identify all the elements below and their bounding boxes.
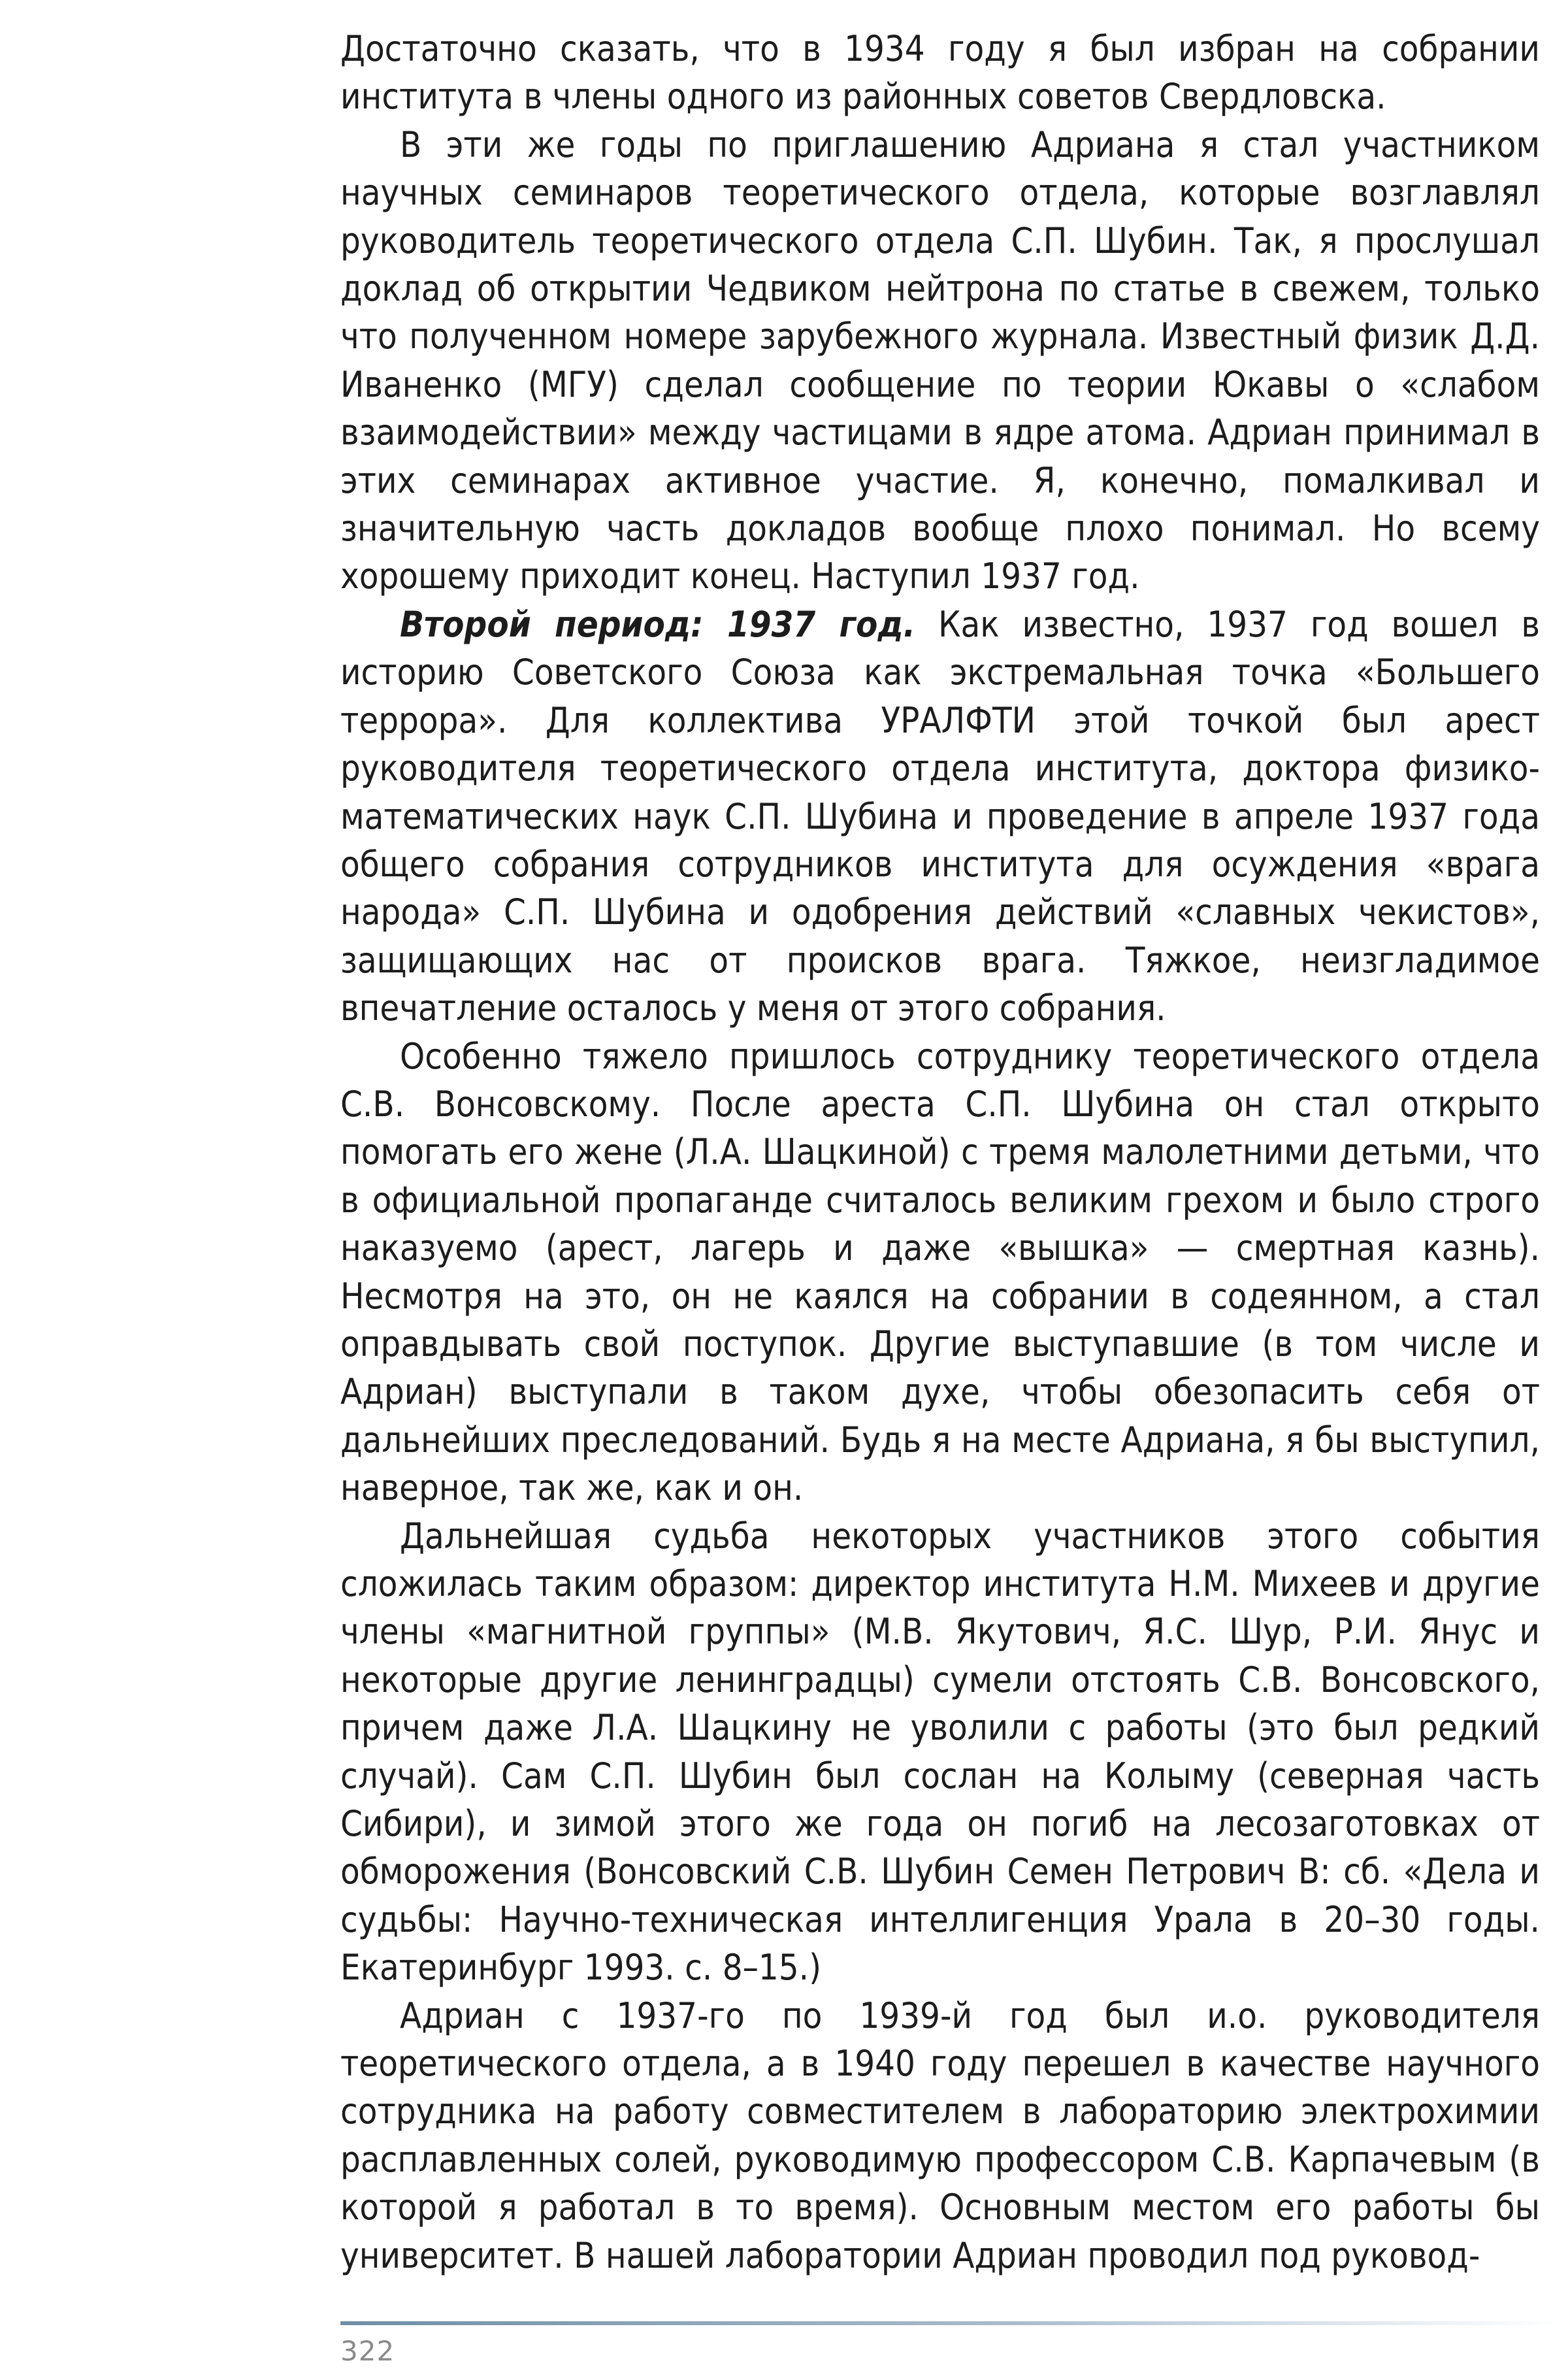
paragraph-3-text: Как известно, 1937 год вошел в историю Советского Союза как экстремальная точка «Большего террора». Для коллектива УРАЛФТИ этой точкой был арест руководителя теоретического отдела института, доктора физико-математических наук С.П. Шубина и проведение в апреле 1937 года общего собрания сотрудников института для осуждения «врага народа» С.П. Шубина и одобрения действий «славных чекистов», защищающих нас от происков врага. Тяжкое, неизгладимое впечатление осталось у меня от этого собрания. [340,603,1540,1029]
page-number: 322 [340,2335,395,2367]
paragraph-5: Дальнейшая судьба некоторых участников этого события сложилась таким образом: директор института Н.М. Михеев и другие члены «магнитной группы» (М.В. Якутович, Я.С. Шур, Р.И. Янус и некоторые другие ленинградцы) сумели отстоять С.В. Вонсовского, причем даже Л.А. Шацкину не уволили с работы (это был редкий случай). Сам С.П. Шубин был сослан на Колыму (северная часть Сибири), и зимой этого же года он погиб на лесозаготовках от обморожения (Вонсовский С.В. Шубин Семен Петрович В: сб. «Дела и судьбы: Научно-техническая интеллигенция Урала в 20–30 годы. Екатеринбург 1993. с. 8–15.) [340,1515,1540,1989]
paragraph-1: Достаточно сказать, что в 1934 году я был избран на собрании института в члены одного из районных советов Свердловска. [340,28,1540,118]
paragraph-3 [340,601,1540,1033]
footer-rule [340,2321,1562,2325]
section-heading-second-period: Второй период: 1937 год. [400,603,916,645]
paragraph-4: Особенно тяжело пришлось сотруднику теоретического отдела С.В. Вонсовскому. После ареста С.П. Шубина он стал открыто помогать его жене (Л.А. Шацкиной) с тремя малолетними детьми, что в официальной пропаганде считалось великим грехом и было строго наказуемо (арест, лагерь и даже «вышка» — смертная казнь). Несмотря на это, он не каялся на собрании в содеянном, а стал оправдывать свой поступок. Другие выступавшие (в том числе и Адриан) выступали в таком духе, чтобы обезопасить себя от дальнейших преследований. Будь я на месте Адриана, я бы выступил, наверное, так же, как и он. [340,1035,1540,1509]
paragraph-6: Адриан с 1937-го по 1939-й год был и.о. руководителя теоретического отдела, а в 1940 году перешел в качестве научного сотрудника на работу совместителем в лабораторию электрохимии расплавленных солей, руководимую профессором С.В. Карпачевым (в которой я работал в то время). Основным местом его работы бы университет. В нашей лаборатории Адриан проводил под руковод- [340,1995,1540,2276]
body-text [340,25,1540,2279]
paragraph-2: В эти же годы по приглашению Адриана я стал участником научных семинаров теоретического отдела, которые возглавлял руководитель теоретического отдела С.П. Шубин. Так, я прослушал доклад об открытии Чедвиком нейтрона по статье в свежем, только что полученном номере зарубежного журнала. Известный физик Д.Д. Иваненко (МГУ) сделал сообщение по теории Юкавы о «слабом взаимодействии» между частицами в ядре атома. Адриан принимал в этих семинарах активное участие. Я, конечно, помалкивал и значительную часть докладов вообще плохо понимал. Но всему хорошему приходит конец. Наступил 1937 год. [340,124,1540,597]
